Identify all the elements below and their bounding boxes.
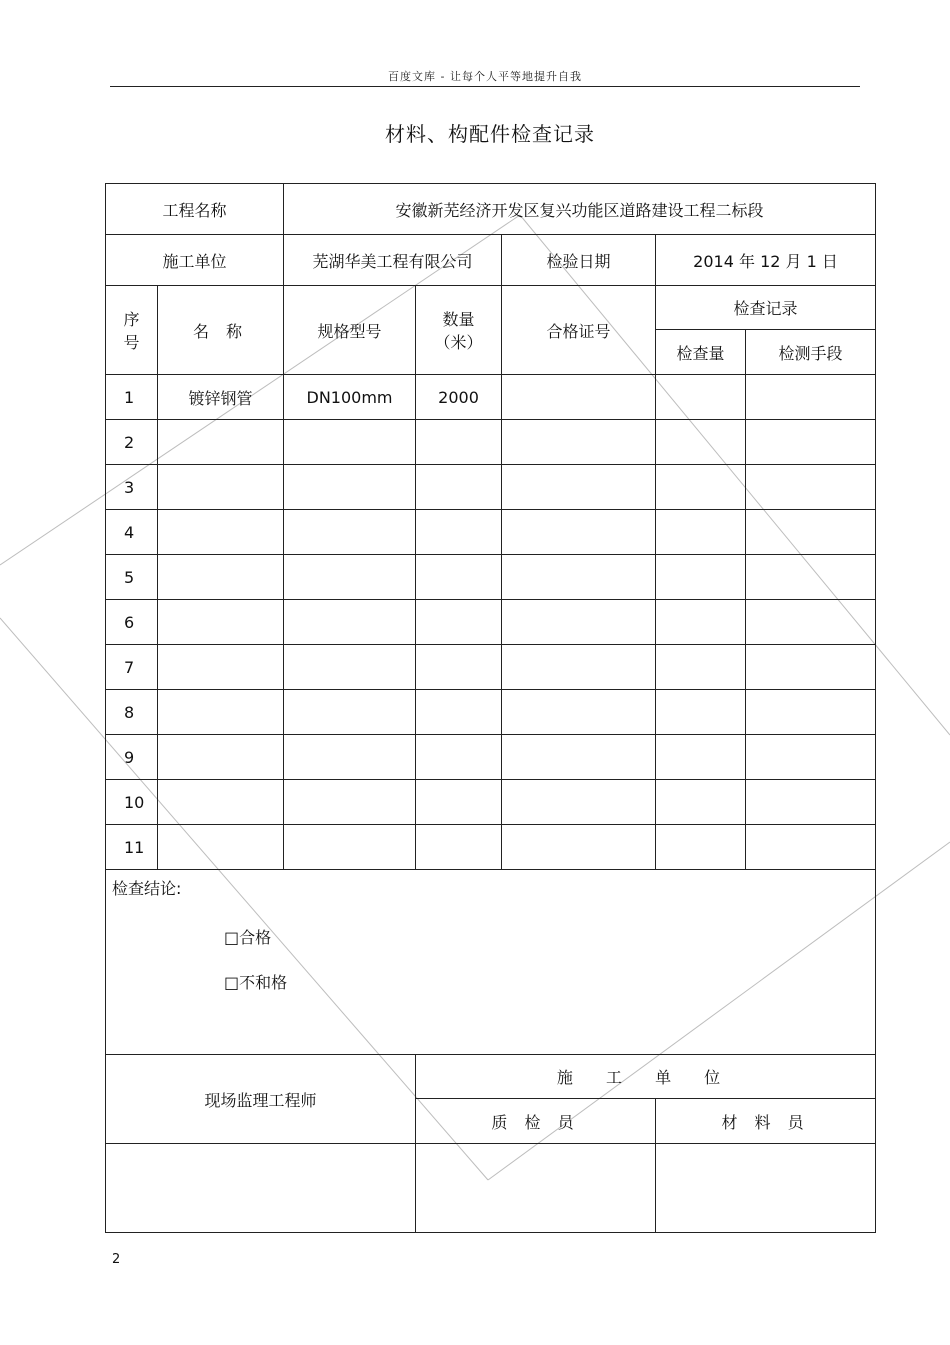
header-rule bbox=[110, 86, 860, 87]
cell-amount bbox=[656, 510, 746, 555]
project-label: 工程名称 bbox=[106, 184, 284, 235]
cell-name: 镀锌钢管 bbox=[158, 375, 284, 420]
document-title: 材料、构配件检查记录 bbox=[385, 122, 595, 146]
cell-spec bbox=[284, 690, 416, 735]
seq-header-line1: 序 bbox=[123, 310, 140, 329]
cell-method bbox=[746, 645, 876, 690]
cell-spec: DN100mm bbox=[284, 375, 416, 420]
seq-header-line2: 号 bbox=[123, 333, 140, 352]
cell-method bbox=[746, 825, 876, 870]
cell-method bbox=[746, 375, 876, 420]
cell-qty bbox=[416, 600, 502, 645]
cell-spec bbox=[284, 780, 416, 825]
cell-method bbox=[746, 690, 876, 735]
fail-checkbox[interactable]: □不和格 bbox=[224, 973, 288, 992]
cell-cert bbox=[502, 735, 656, 780]
cell-seq: 8 bbox=[106, 690, 158, 735]
cell-method bbox=[746, 420, 876, 465]
material-clerk-signature-field[interactable] bbox=[656, 1144, 876, 1233]
cell-cert bbox=[502, 690, 656, 735]
cell-amount bbox=[656, 690, 746, 735]
check-record-header: 检查记录 bbox=[656, 286, 876, 330]
column-header-row-1 bbox=[106, 286, 876, 330]
cell-method bbox=[746, 600, 876, 645]
spec-header: 规格型号 bbox=[284, 286, 416, 375]
table-row bbox=[106, 375, 876, 420]
cell-name bbox=[158, 645, 284, 690]
supervisor-signature-field[interactable] bbox=[106, 1144, 416, 1233]
table-row bbox=[106, 735, 876, 780]
conclusion-label: 检查结论: bbox=[112, 879, 182, 898]
cell-name bbox=[158, 600, 284, 645]
table-row bbox=[106, 645, 876, 690]
project-value: 安徽新芜经济开发区复兴功能区道路建设工程二标段 bbox=[284, 184, 876, 235]
page-number: 2 bbox=[112, 1252, 121, 1267]
name-header: 名 称 bbox=[158, 286, 284, 375]
material-clerk-label: 材 料 员 bbox=[656, 1099, 876, 1144]
cell-name bbox=[158, 780, 284, 825]
signature-space-row bbox=[106, 1144, 876, 1233]
table-row bbox=[106, 510, 876, 555]
cell-spec bbox=[284, 555, 416, 600]
cell-amount bbox=[656, 375, 746, 420]
cert-header: 合格证号 bbox=[502, 286, 656, 375]
unit-value: 芜湖华美工程有限公司 bbox=[284, 235, 502, 286]
cell-cert bbox=[502, 645, 656, 690]
conclusion-cell bbox=[106, 870, 876, 1055]
inspection-record-table bbox=[105, 183, 876, 1233]
cell-name bbox=[158, 420, 284, 465]
cell-cert bbox=[502, 420, 656, 465]
qty-header bbox=[416, 286, 502, 375]
cell-qty bbox=[416, 780, 502, 825]
cell-cert bbox=[502, 780, 656, 825]
cell-method bbox=[746, 780, 876, 825]
cell-qty bbox=[416, 420, 502, 465]
cell-seq: 10 bbox=[106, 780, 158, 825]
cell-method bbox=[746, 510, 876, 555]
quality-inspector-signature-field[interactable] bbox=[416, 1144, 656, 1233]
qty-header-line1: 数量 bbox=[442, 310, 475, 329]
signature-header-row bbox=[106, 1055, 876, 1099]
table-row bbox=[106, 600, 876, 645]
seq-header bbox=[106, 286, 158, 375]
cell-cert bbox=[502, 510, 656, 555]
cell-amount bbox=[656, 600, 746, 645]
cell-qty bbox=[416, 735, 502, 780]
cell-amount bbox=[656, 780, 746, 825]
cell-qty bbox=[416, 690, 502, 735]
cell-method bbox=[746, 735, 876, 780]
cell-amount bbox=[656, 555, 746, 600]
unit-row bbox=[106, 235, 876, 286]
check-amount-header: 检查量 bbox=[656, 330, 746, 375]
cell-name bbox=[158, 735, 284, 780]
cell-seq: 2 bbox=[106, 420, 158, 465]
cell-seq: 7 bbox=[106, 645, 158, 690]
cell-cert bbox=[502, 465, 656, 510]
date-value: 2014 年 12 月 1 日 bbox=[656, 235, 876, 286]
cell-name bbox=[158, 825, 284, 870]
cell-amount bbox=[656, 645, 746, 690]
conclusion-row bbox=[106, 870, 876, 1055]
cell-cert bbox=[502, 825, 656, 870]
table-row bbox=[106, 690, 876, 735]
unit-label: 施工单位 bbox=[106, 235, 284, 286]
cell-seq: 6 bbox=[106, 600, 158, 645]
cell-cert bbox=[502, 555, 656, 600]
cell-amount bbox=[656, 465, 746, 510]
table-row bbox=[106, 555, 876, 600]
cell-method bbox=[746, 465, 876, 510]
cell-seq: 1 bbox=[106, 375, 158, 420]
table-row bbox=[106, 465, 876, 510]
table-row bbox=[106, 420, 876, 465]
pass-checkbox[interactable]: □合格 bbox=[224, 928, 272, 947]
qty-header-line2: （米） bbox=[434, 333, 483, 352]
cell-amount bbox=[656, 825, 746, 870]
cell-seq: 4 bbox=[106, 510, 158, 555]
quality-inspector-label: 质 检 员 bbox=[416, 1099, 656, 1144]
construction-unit-label: 施 工 单 位 bbox=[416, 1055, 876, 1099]
cell-name bbox=[158, 510, 284, 555]
cell-qty bbox=[416, 645, 502, 690]
cell-cert bbox=[502, 375, 656, 420]
cell-spec bbox=[284, 825, 416, 870]
check-method-header: 检测手段 bbox=[746, 330, 876, 375]
cell-name bbox=[158, 555, 284, 600]
cell-cert bbox=[502, 600, 656, 645]
cell-seq: 9 bbox=[106, 735, 158, 780]
cell-spec bbox=[284, 600, 416, 645]
cell-seq: 5 bbox=[106, 555, 158, 600]
cell-spec bbox=[284, 735, 416, 780]
supervisor-label: 现场监理工程师 bbox=[106, 1055, 416, 1144]
cell-qty bbox=[416, 510, 502, 555]
cell-qty: 2000 bbox=[416, 375, 502, 420]
cell-amount bbox=[656, 420, 746, 465]
cell-name bbox=[158, 690, 284, 735]
cell-amount bbox=[656, 735, 746, 780]
cell-spec bbox=[284, 510, 416, 555]
cell-spec bbox=[284, 420, 416, 465]
cell-spec bbox=[284, 645, 416, 690]
cell-name bbox=[158, 465, 284, 510]
cell-seq: 3 bbox=[106, 465, 158, 510]
cell-qty bbox=[416, 465, 502, 510]
project-row bbox=[106, 184, 876, 235]
header-text: 百度文库 - 让每个人平等地提升自我 bbox=[388, 70, 582, 83]
date-label: 检验日期 bbox=[502, 235, 656, 286]
table-row bbox=[106, 825, 876, 870]
cell-qty bbox=[416, 825, 502, 870]
cell-seq: 11 bbox=[106, 825, 158, 870]
cell-spec bbox=[284, 465, 416, 510]
cell-qty bbox=[416, 555, 502, 600]
cell-method bbox=[746, 555, 876, 600]
table-row bbox=[106, 780, 876, 825]
